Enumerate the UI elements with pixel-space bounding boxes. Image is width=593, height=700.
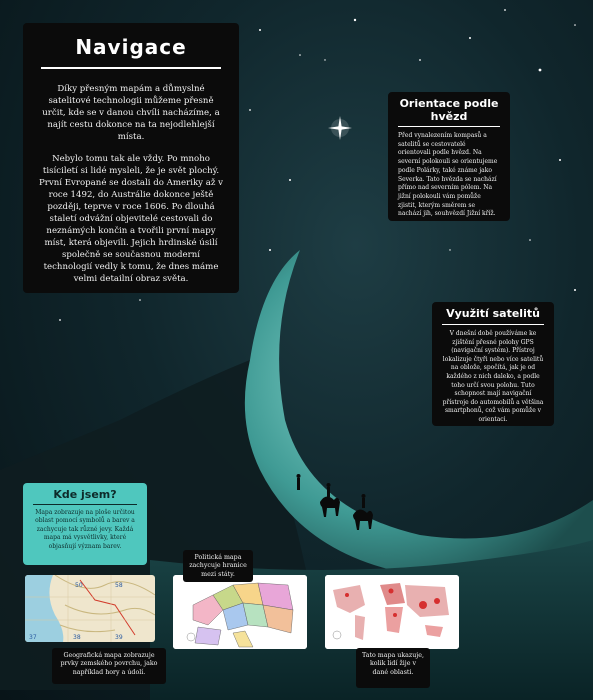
- satelity-text: V dnešní době používáme ke zjištění přesné polohy GPS (navigační systém). Přístroj lokalizuje čtyři nebo více satelitů na oblože, spočítá, jak je od každého z nich daleko, a podle toho určí svou polohu. Tuto schopnost mají navigační přístroje do automobilů a většina smartphonů, což vám pomůže v orientaci.: [442, 330, 544, 423]
- orientace-text: Před vynalezením kompasů a satelitů se cestovatelé orientovali podle hvězd. Na severní polokouli se orientujeme podle Polárky, také známe jako Severka. Tato hvězda se nachází přímo nad severním pólem. Na jižní polokouli vám pomůže zjistit, kterým směrem se nachází jih, souhvězdí Jižní kříž.: [398, 132, 498, 218]
- satelity-panel: [432, 302, 554, 426]
- kde-jsem-title: Kde jsem?: [53, 488, 117, 501]
- density-map-caption: Tato mapa ukazuje, kolik lidí žije v dané oblasti.: [356, 648, 430, 688]
- polaris-star: [328, 116, 352, 140]
- political-map-drawing: [173, 575, 307, 649]
- satelity-title: Využití satelitů: [446, 307, 540, 320]
- satelity-divider: [442, 324, 544, 325]
- page-title: Navigace: [75, 35, 187, 59]
- population-density-map: [325, 575, 459, 649]
- intro-paragraph: Díky přesným mapám a důmyslné satelitové technologii můžeme přesně určit, kde se v danou chvíli nacházíme, a najít cestu dokonce na ta nejodlehlejší místa.: [42, 84, 220, 142]
- kde-jsem-panel: [23, 483, 147, 565]
- title-divider: [41, 67, 221, 69]
- geo-label-1: 37: [29, 634, 37, 641]
- orientace-divider: [398, 126, 500, 127]
- political-map-caption: Politická mapa zachycuje hranice mezi státy.: [183, 550, 253, 582]
- geo-label-5: 58: [115, 582, 123, 589]
- navigace-panel: [23, 23, 239, 293]
- kde-jsem-divider: [33, 504, 137, 505]
- geographic-map: [25, 575, 155, 642]
- geographic-map-drawing: [25, 575, 155, 642]
- density-map-drawing: [325, 575, 459, 649]
- kde-jsem-text: Mapa zobrazuje na ploše určitou oblast pomocí symbolů a barev a zachycuje tak různé jevy. Každá mapa má vysvětlivky, které objasňují význam barev.: [35, 509, 135, 550]
- political-map: [173, 575, 307, 649]
- geo-label-2: 38: [73, 634, 81, 641]
- orientace-title: Orientace podle hvězd: [399, 97, 499, 123]
- geo-label-3: 39: [115, 634, 123, 641]
- orientace-panel: [388, 92, 510, 221]
- history-paragraph: Nebylo tomu tak ale vždy. Po mnoho tisíciletí si lidé mysleli, že je svět plochý. První Evropané se dostali do Ameriky až v roce 1492, do Austrálie dokonce ještě později, teprve v roce 1606. Po dlouhá staletí odvážní objevitelé cestovali do neznámých končin a tvořili první mapy míst, která objevili. Jejich hrdinské úsilí společně se současnou moderní technologií vedly k tomu, že dnes máme velmi detailní obraz světa.: [39, 154, 224, 284]
- geographic-map-caption: Geografická mapa zobrazuje prvky zemského povrchu, jako například hory a údolí.: [52, 648, 166, 684]
- geo-label-4: 50: [75, 582, 83, 589]
